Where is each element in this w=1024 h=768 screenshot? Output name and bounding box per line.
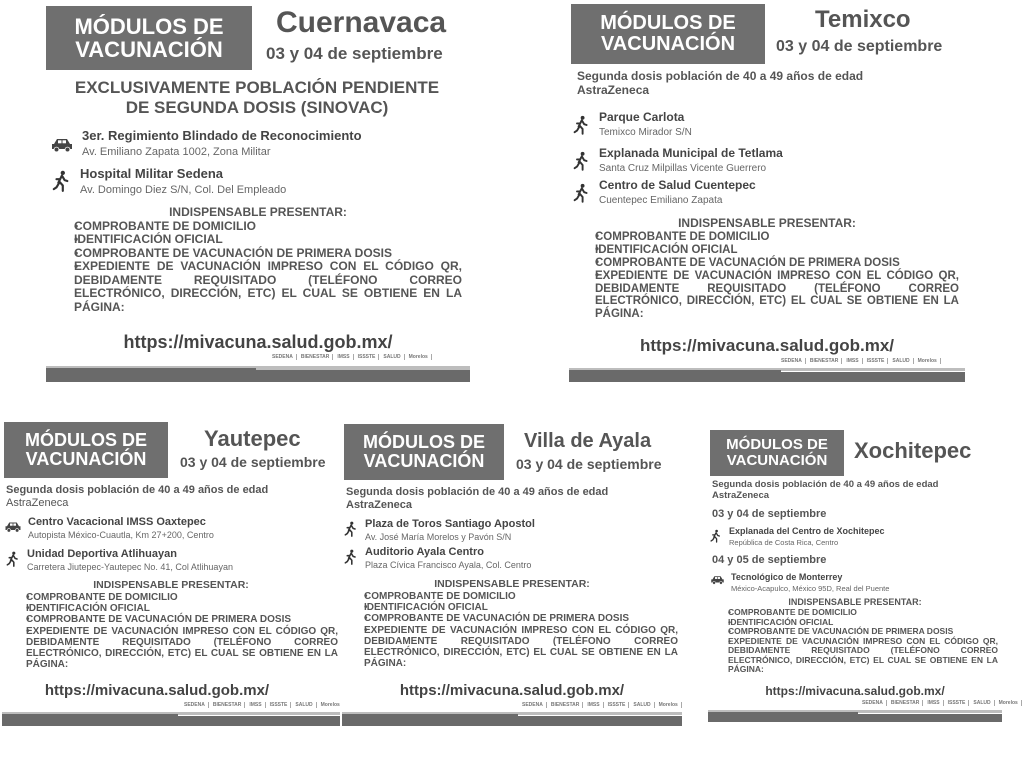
walking-person-icon — [573, 151, 589, 171]
subtitle-line-2: AstraZeneca — [577, 82, 650, 97]
logo-text: SALUD — [633, 702, 654, 708]
logo-text: SALUD — [383, 354, 404, 360]
footer-bar — [518, 716, 682, 726]
location-address: Av. José María Morelos y Pavón S/N — [365, 532, 512, 542]
header-badge — [710, 430, 844, 476]
location-item — [710, 526, 885, 547]
location-address: Cuentepec Emiliano Zapata — [599, 195, 723, 206]
footer-bar — [46, 368, 256, 382]
header-line-1: MÓDULOS DE — [74, 13, 224, 39]
city-name: Yautepec — [204, 426, 301, 451]
header-line-2: VACUNACIÓN — [600, 33, 736, 55]
header-line-2: VACUNACIÓN — [363, 451, 485, 471]
requirement-item: • COMPROBANTE DE DOMICILIO — [575, 231, 959, 244]
logo-text: ISSSTE — [867, 358, 889, 364]
footer-bar — [2, 714, 178, 726]
location-name: Unidad Deportiva Atlihuayan — [27, 548, 177, 560]
subtitle-line-2: AstraZeneca — [346, 498, 413, 511]
note-line-1: EXCLUSIVAMENTE POBLACIÓN PENDIENTE — [74, 78, 440, 97]
population-subtitle — [712, 480, 938, 502]
requirement-item: • IDENTIFICACIÓN OFICIAL — [575, 244, 959, 257]
exclusive-note — [50, 78, 464, 117]
location-address: México-Acapulco, México 95D, Real del Puente — [731, 584, 890, 593]
requirements-title: INDISPENSABLE PRESENTAR: — [788, 597, 922, 607]
logo-text: IMSS — [587, 702, 603, 708]
location-item — [52, 166, 286, 196]
logo-text: ISSSTE — [948, 700, 970, 706]
footer-bar — [781, 372, 965, 382]
requirement-item: • COMPROBANTE DE VACUNACIÓN DE PRIMERA DOSIS — [52, 247, 462, 260]
location-name: 3er. Regimiento Blindado de Reconocimiento — [82, 128, 362, 143]
location-item — [573, 110, 692, 138]
requirements-list — [575, 231, 959, 321]
logo-text: BIENESTAR — [551, 702, 584, 708]
date: 03 y 04 de septiembre — [516, 456, 662, 472]
header-badge — [571, 4, 765, 64]
subtitle-line-1: Segunda dosis población de 40 a 49 años de edad — [6, 484, 269, 496]
footer-bar — [342, 714, 518, 726]
city-name: Cuernavaca — [276, 6, 447, 39]
subtitle-line-1: Segunda dosis población de 40 a 49 años de edad — [712, 479, 939, 490]
logo-text: ISSSTE — [608, 702, 630, 708]
city-name: Villa de Ayala — [524, 430, 652, 452]
requirement-item: • COMPROBANTE DE DOMICILIO — [346, 591, 678, 602]
logo-text: Morelos — [918, 358, 941, 364]
requirement-item: • COMPROBANTE DE VACUNACIÓN DE PRIMERA DOSIS — [346, 613, 678, 624]
location-item — [344, 518, 535, 542]
logo-text: SEDENA — [522, 702, 547, 708]
logo-text: BIENESTAR — [810, 358, 843, 364]
card-yautepec — [2, 420, 340, 728]
logo-text: BIENESTAR — [891, 700, 924, 706]
logo-text: SALUD — [973, 700, 994, 706]
footer-bar — [708, 712, 858, 722]
location-address: Av. Domingo Diez S/N, Col. Del Empleado — [80, 184, 287, 196]
location-address: Santa Cruz Milpillas Vicente Guerrero — [599, 163, 767, 174]
date: 03 y 04 de septiembre — [180, 454, 326, 470]
subtitle-line-2: AstraZeneca — [6, 496, 69, 509]
logo-text: IMSS — [846, 358, 862, 364]
footer-bar — [858, 714, 1002, 722]
header-line-2: VACUNACIÓN — [25, 449, 147, 469]
requirement-item: • IDENTIFICACIÓN OFICIAL — [712, 618, 998, 628]
location-name: Plaza de Toros Santiago Apostol — [365, 518, 535, 530]
vaccine-url-link[interactable]: https://mivacuna.salud.gob.mx/ — [123, 332, 393, 352]
logo-text: Morelos — [659, 702, 682, 708]
header-line-1: MÓDULOS DE — [726, 436, 828, 454]
logo-text: IMSS — [927, 700, 943, 706]
logo-strip — [272, 354, 432, 360]
footer-bar — [178, 716, 340, 726]
vaccine-url-link[interactable]: https://mivacuna.salud.gob.mx/ — [639, 336, 895, 355]
logo-text: SEDENA — [272, 354, 297, 360]
walking-person-icon — [52, 170, 70, 192]
car-icon — [4, 521, 22, 533]
vaccine-url-link[interactable]: https://mivacuna.salud.gob.mx/ — [765, 684, 945, 698]
location-item — [344, 546, 531, 570]
location-name: Centro de Salud Cuentepec — [599, 178, 756, 192]
population-subtitle — [6, 484, 268, 509]
requirement-item: • COMPROBANTE DE VACUNACIÓN DE PRIMERA DOSIS — [575, 257, 959, 270]
header-line-2: VACUNACIÓN — [75, 37, 223, 62]
location-address: Av. Emiliano Zapata 1002, Zona Militar — [82, 146, 271, 158]
logo-strip — [184, 702, 344, 708]
logo-strip — [522, 702, 682, 708]
logo-text: Morelos — [321, 702, 344, 708]
logo-strip — [781, 358, 941, 364]
logo-text: SEDENA — [862, 700, 887, 706]
requirement-item: • COMPROBANTE DE VACUNACIÓN DE PRIMERA DOSIS — [712, 627, 998, 637]
logo-text: BIENESTAR — [301, 354, 334, 360]
location-name: Centro Vacacional IMSS Oaxtepec — [28, 516, 206, 528]
location-item — [50, 128, 362, 158]
location-name: Explanada Municipal de Tetlama — [599, 146, 783, 160]
walking-person-icon — [573, 183, 589, 203]
location-name: Explanada del Centro de Xochitepec — [729, 526, 885, 536]
logo-text: SALUD — [295, 702, 316, 708]
requirement-item: • EXPEDIENTE DE VACUNACIÓN IMPRESO CON EL CÓDIGO QR, DEBIDAMENTE REQUISITADO (TELÉFONO CORREO ELECTRÓNICO, DIRECCIÓN, ETC) EL CUAL SE OBTIENE EN LA PÁGINA: — [52, 260, 462, 314]
walking-person-icon — [573, 115, 589, 135]
requirement-item: • IDENTIFICACIÓN OFICIAL — [6, 603, 338, 614]
date-section-2: 04 y 05 de septiembre — [712, 554, 827, 566]
location-address: Temixco Mirador S/N — [599, 127, 692, 138]
car-icon — [50, 137, 74, 153]
date: 03 y 04 de septiembre — [266, 44, 443, 63]
header-badge — [46, 6, 252, 70]
subtitle-line-1: Segunda dosis población de 40 a 49 años de edad — [577, 69, 864, 83]
location-item — [573, 178, 756, 206]
logo-text: IMSS — [337, 354, 353, 360]
requirement-item: • IDENTIFICACIÓN OFICIAL — [346, 602, 678, 613]
city-name: Temixco — [815, 6, 911, 33]
location-name: Hospital Militar Sedena — [80, 166, 224, 181]
date: 03 y 04 de septiembre — [776, 38, 943, 55]
header-line-2: VACUNACIÓN — [726, 452, 828, 469]
requirements-list — [346, 591, 678, 669]
card-temixco — [569, 2, 965, 382]
logo-text: Morelos — [999, 700, 1022, 706]
logo-text: ISSSTE — [358, 354, 380, 360]
requirements-title: INDISPENSABLE PRESENTAR: — [434, 578, 590, 590]
requirements-title: INDISPENSABLE PRESENTAR: — [169, 205, 347, 219]
header-badge — [4, 422, 168, 478]
location-address: Autopista México-Cuautla, Km 27+200, Centro — [28, 530, 214, 540]
requirement-item: • IDENTIFICACIÓN OFICIAL — [52, 233, 462, 246]
location-item — [6, 548, 233, 572]
footer-bar — [256, 370, 470, 382]
requirements-title: INDISPENSABLE PRESENTAR: — [93, 579, 249, 591]
header-line-1: MÓDULOS DE — [362, 432, 485, 453]
requirement-item: • EXPEDIENTE DE VACUNACIÓN IMPRESO CON EL CÓDIGO QR, DEBIDAMENTE REQUISITADO (TELÉFONO CORREO ELECTRÓNICO, DIRECCIÓN, ETC) EL CUAL SE OBTIENE EN LA PÁGINA: — [712, 637, 998, 675]
requirement-item: • COMPROBANTE DE DOMICILIO — [712, 608, 998, 618]
logo-text: SEDENA — [184, 702, 209, 708]
logo-text: Morelos — [409, 354, 432, 360]
vaccine-url-link[interactable]: https://mivacuna.salud.gob.mx/ — [44, 682, 270, 699]
header-line-1: MÓDULOS DE — [600, 12, 736, 34]
location-item — [710, 572, 889, 593]
logo-text: SALUD — [892, 358, 913, 364]
subtitle-line-2: AstraZeneca — [712, 489, 770, 501]
subtitle-line-1: Segunda dosis población de 40 a 49 años de edad — [346, 486, 609, 498]
location-name: Parque Carlota — [599, 110, 685, 124]
requirement-item: • COMPROBANTE DE DOMICILIO — [52, 220, 462, 233]
requirements-list — [6, 592, 338, 670]
logo-text: BIENESTAR — [213, 702, 246, 708]
requirement-item: • COMPROBANTE DE VACUNACIÓN DE PRIMERA DOSIS — [6, 614, 338, 625]
walking-person-icon — [710, 529, 721, 543]
logo-strip — [862, 700, 1022, 706]
vaccine-url-link[interactable]: https://mivacuna.salud.gob.mx/ — [399, 682, 625, 699]
requirement-item: • EXPEDIENTE DE VACUNACIÓN IMPRESO CON EL CÓDIGO QR, DEBIDAMENTE REQUISITADO (TELÉFONO CORREO ELECTRÓNICO, DIRECCIÓN, ETC) EL CUAL SE OBTIENE EN LA PÁGINA: — [346, 625, 678, 670]
card-xochitepec — [708, 426, 1018, 724]
location-item — [573, 146, 783, 174]
location-name: Auditorio Ayala Centro — [365, 546, 484, 558]
header-line-1: MÓDULOS DE — [24, 430, 147, 451]
requirement-item: • COMPROBANTE DE DOMICILIO — [6, 592, 338, 603]
date-section-1: 03 y 04 de septiembre — [712, 508, 827, 520]
city-name: Xochitepec — [854, 438, 972, 463]
location-address: Carretera Jiutepec-Yautepec No. 41, Col Atlihuayan — [27, 562, 233, 572]
requirements-list — [52, 220, 462, 314]
logo-text: SEDENA — [781, 358, 806, 364]
requirement-item: • EXPEDIENTE DE VACUNACIÓN IMPRESO CON EL CÓDIGO QR, DEBIDAMENTE REQUISITADO (TELÉFONO CORREO ELECTRÓNICO, DIRECCIÓN, ETC) EL CUAL SE OBTIENE EN LA PÁGINA: — [6, 626, 338, 671]
note-line-2: DE SEGUNDA DOSIS (SINOVAC) — [125, 97, 389, 117]
requirements-title: INDISPENSABLE PRESENTAR: — [678, 216, 856, 230]
requirement-item: • EXPEDIENTE DE VACUNACIÓN IMPRESO CON EL CÓDIGO QR, DEBIDAMENTE REQUISITADO (TELÉFONO CORREO ELECTRÓNICO, DIRECCIÓN, ETC) EL CUAL SE OBTIENE EN LA PÁGINA: — [575, 270, 959, 322]
location-item — [4, 516, 214, 540]
footer-bar — [569, 370, 781, 382]
logo-text: ISSSTE — [270, 702, 292, 708]
walking-person-icon — [6, 551, 19, 567]
location-address: República de Costa Rica, Centro — [729, 538, 839, 547]
car-icon — [710, 575, 725, 585]
location-address: Plaza Cívica Francisco Ayala, Col. Centro — [365, 560, 532, 570]
logo-text: IMSS — [249, 702, 265, 708]
header-badge — [344, 424, 504, 480]
walking-person-icon — [344, 549, 357, 565]
requirements-list — [712, 608, 998, 675]
population-subtitle — [577, 70, 863, 98]
location-name: Tecnológico de Monterrey — [731, 572, 843, 582]
card-villa-de-ayala — [342, 420, 682, 728]
card-cuernavaca — [46, 2, 470, 384]
population-subtitle — [346, 486, 608, 511]
walking-person-icon — [344, 521, 357, 537]
